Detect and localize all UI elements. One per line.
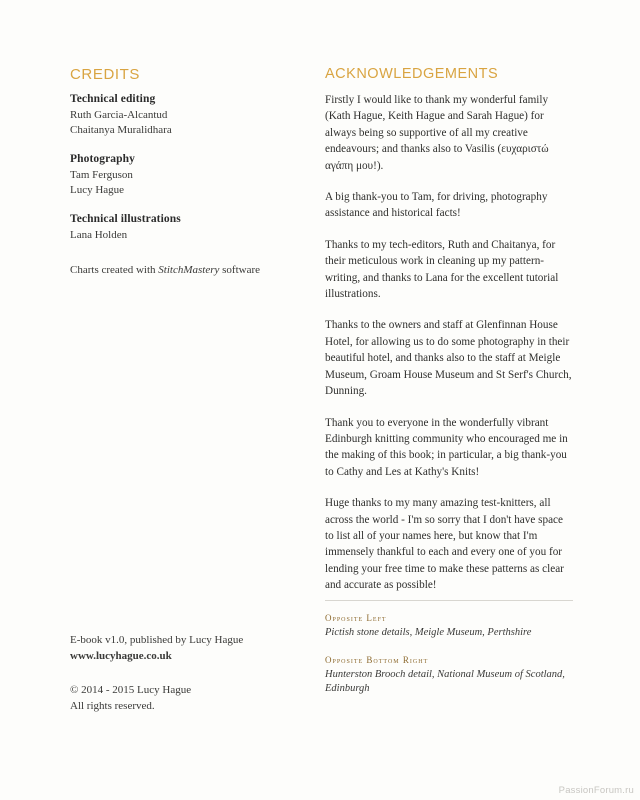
credits-group-technical-illustrations <box>70 213 270 243</box>
acknowledgements-paragraph: Thanks to my tech-editors, Ruth and Chaitanya, for their meticulous work in cleaning up my pattern-writing, and thanks to Lana for the excellent tutorial illustrations. <box>325 238 559 301</box>
caption-divider <box>325 600 573 601</box>
publication-info <box>70 632 310 714</box>
credits-subheading: Technical editing <box>70 93 156 105</box>
acknowledgements-paragraph: Firstly I would like to thank my wonderful family (Kath Hague, Keith Hague and Sarah Hague) for always being so supportive of all my creative endeavours; and thanks also to Vasilis (ευχαριστώ αγάπη μου!). <box>325 94 549 172</box>
credits-entry: Lucy Hague <box>70 184 125 196</box>
caption-label: Opposite Left <box>325 613 387 623</box>
caption-text: Pictish stone details, Meigle Museum, Perthshire <box>325 627 532 638</box>
acknowledgements-title: ACKNOWLEDGEMENTS <box>325 66 499 82</box>
copyright-text: © 2014 - 2015 Lucy Hague <box>70 684 192 696</box>
watermark-text: PassionForum.ru <box>558 785 634 796</box>
charts-note-post: software <box>219 264 261 276</box>
caption-opposite-bottom-right <box>325 655 573 697</box>
acknowledgements-column <box>325 66 573 609</box>
caption-text: Hunterston Brooch detail, National Museum of Scotland, Edinburgh <box>325 668 565 694</box>
credits-group-technical-editing <box>70 93 270 138</box>
charts-software-note <box>70 263 270 278</box>
charts-note-pre: Charts created with <box>70 264 159 276</box>
acknowledgements-paragraph: A big thank-you to Tam, for driving, photography assistance and historical facts! <box>325 191 548 220</box>
credits-entry: Tam Ferguson <box>70 169 133 181</box>
credits-group-photography <box>70 153 270 198</box>
credits-title: CREDITS <box>70 66 141 83</box>
website-link[interactable]: www.lucyhague.co.uk <box>70 650 172 662</box>
caption-opposite-left <box>325 613 573 641</box>
credits-subheading: Technical illustrations <box>70 213 181 225</box>
image-captions <box>325 600 573 711</box>
acknowledgements-paragraph: Thanks to the owners and staff at Glenfinnan House Hotel, for allowing us to do some photography in their beautiful hotel, and thanks also to the staff at Meigle Museum, Groam House Museum and St Serf's Church, Dunning. <box>325 319 572 398</box>
acknowledgements-paragraph: Thank you to everyone in the wonderfully vibrant Edinburgh knitting community who encouraged me in the making of this book; in particular, a big thank-you to Cathy and Les at Kathy's Knits! <box>325 416 568 478</box>
edition-text: E-book v1.0, published by Lucy Hague <box>70 634 244 646</box>
rights-text: All rights reserved. <box>70 700 155 712</box>
credits-column <box>70 66 270 289</box>
charts-note-software: StitchMastery <box>158 264 220 276</box>
caption-label: Opposite Bottom Right <box>325 654 429 665</box>
credits-entry: Chaitanya Muralidhara <box>70 124 172 136</box>
credits-entry: Lana Holden <box>70 229 128 241</box>
credits-entry: Ruth Garcia-Alcantud <box>70 109 168 121</box>
credits-subheading: Photography <box>70 153 135 165</box>
acknowledgements-paragraph: Huge thanks to my many amazing test-knitters, all across the world - I'm so sorry that I don't have space to list all of your names here, but know that I'm immensely thankful to each and every one of you for lending your free time to make these patterns as clear and accurate as possible! <box>325 497 564 592</box>
